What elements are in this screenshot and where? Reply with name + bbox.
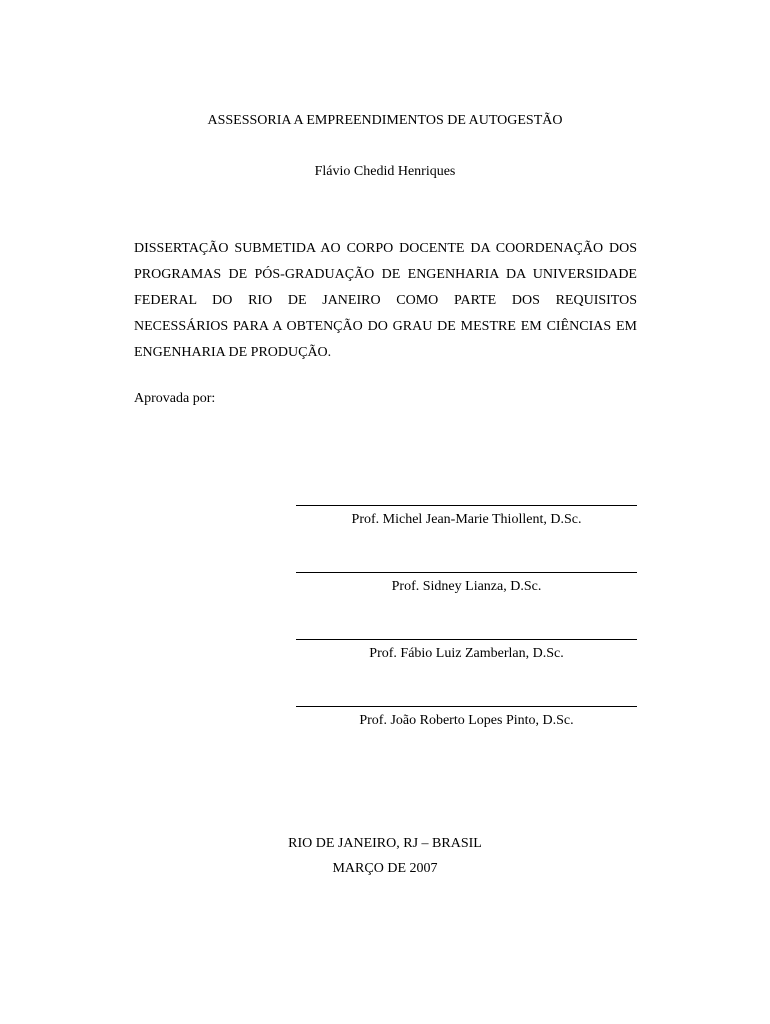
signature-block: [296, 639, 637, 662]
submission-statement: [134, 236, 637, 366]
date-line: MARÇO DE 2007: [332, 861, 438, 876]
signature-line: [296, 572, 637, 573]
signature-line: [296, 505, 637, 506]
signature-line: [296, 706, 637, 707]
signature-line: [296, 639, 637, 640]
statement-line: FEDERAL DO RIO DE JANEIRO COMO PARTE DOS REQUISITOS: [134, 293, 637, 308]
signature-block: [296, 505, 637, 528]
statement-line: ENGENHARIA DE PRODUÇÃO.: [134, 345, 332, 360]
signature-block: [296, 706, 637, 729]
dissertation-title: ASSESSORIA A EMPREENDIMENTOS DE AUTOGESTÃO: [207, 113, 563, 128]
signatory-name: Prof. Fábio Luiz Zamberlan, D.Sc.: [369, 646, 564, 661]
statement-line: NECESSÁRIOS PARA A OBTENÇÃO DO GRAU DE MESTRE EM CIÊNCIAS EM: [134, 319, 637, 334]
place-line: RIO DE JANEIRO, RJ – BRASIL: [288, 836, 482, 851]
signatory-name: Prof. Sidney Lianza, D.Sc.: [391, 579, 542, 594]
approved-by-label: Aprovada por:: [134, 391, 216, 406]
signatory-name: Prof. João Roberto Lopes Pinto, D.Sc.: [359, 713, 574, 728]
signature-block: [296, 572, 637, 595]
signatory-name: Prof. Michel Jean-Marie Thiollent, D.Sc.: [351, 512, 582, 527]
author-name: Flávio Chedid Henriques: [314, 164, 456, 179]
statement-line: PROGRAMAS DE PÓS-GRADUAÇÃO DE ENGENHARIA DA UNIVERSIDADE: [134, 267, 637, 282]
statement-line: DISSERTAÇÃO SUBMETIDA AO CORPO DOCENTE DA COORDENAÇÃO DOS: [134, 241, 637, 256]
